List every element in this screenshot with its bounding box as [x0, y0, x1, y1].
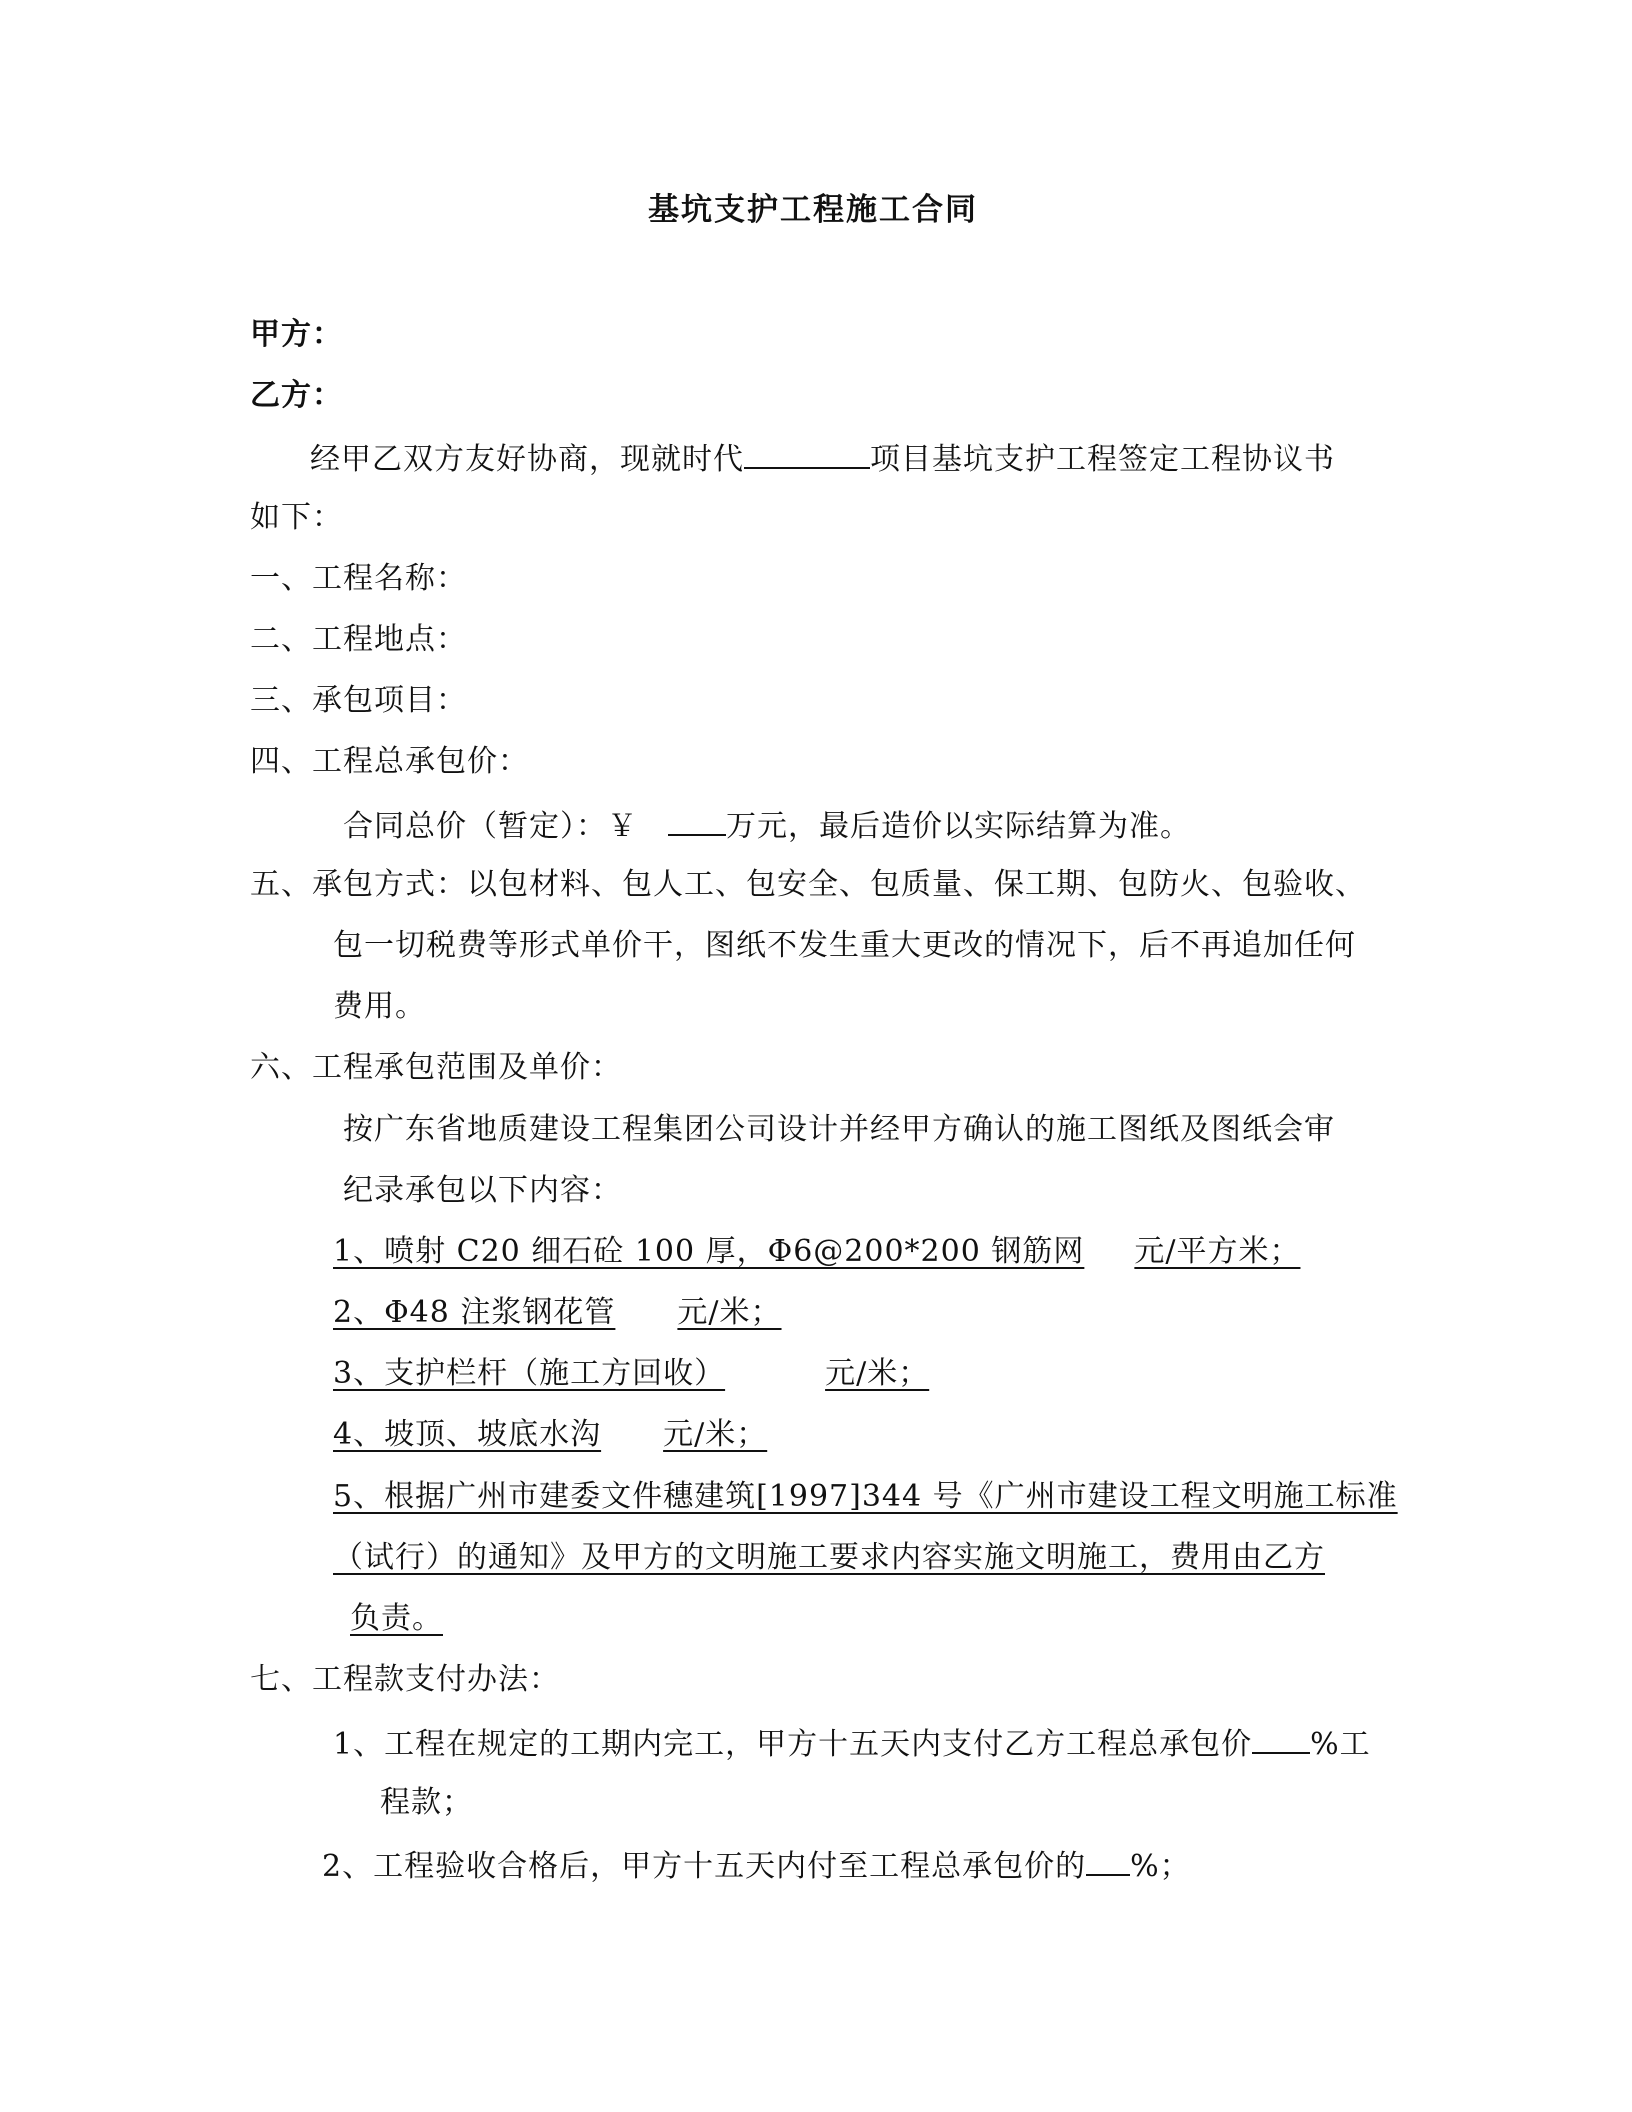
contract-price-suffix: 万元，最后造价以实际结算为准。	[726, 809, 1191, 844]
scope-item-5-line-2: （试行）的通知》及甲方的文明施工要求内容实施文明施工，费用由乙方	[333, 1540, 1325, 1575]
payment-item-1-line-2: 程款；	[380, 1785, 473, 1820]
section-1-project-name: 一、工程名称：	[250, 561, 467, 596]
section-4-total-price: 四、工程总承包价：	[250, 744, 529, 779]
contract-price-line	[343, 804, 1191, 847]
section-5-line-3: 费用。	[333, 989, 426, 1024]
scope-item-3	[333, 1354, 949, 1394]
scope-item-1	[333, 1232, 1318, 1272]
section-7-payment: 七、工程款支付办法：	[250, 1662, 560, 1697]
party-b-label: 乙方：	[250, 378, 343, 413]
contract-price-prefix: 合同总价（暂定）：￥	[343, 809, 638, 844]
payment-1-percent-blank	[1252, 1722, 1310, 1754]
scope-item-5-line-3	[350, 1599, 463, 1639]
scope-item-4-desc: 4、坡顶、坡底水沟	[333, 1417, 602, 1452]
section-6-desc-line-1: 按广东省地质建设工程集团公司设计并经甲方确认的施工图纸及图纸会审	[343, 1112, 1335, 1147]
project-name-blank	[744, 437, 870, 469]
payment-item-2-text: 2、工程验收合格后，甲方十五天内付至工程总承包价的	[322, 1849, 1087, 1884]
section-3-contract-items: 三、承包项目：	[250, 683, 467, 718]
section-2-project-location: 二、工程地点：	[250, 622, 467, 657]
document-title: 基坑支护工程施工合同	[648, 192, 978, 228]
price-blank	[668, 804, 726, 836]
payment-item-1-tail: %工	[1310, 1727, 1371, 1762]
scope-item-2-desc: 2、Φ48 注浆钢花管	[333, 1295, 616, 1330]
intro-line-2: 如下：	[250, 500, 343, 535]
section-5-line-2: 包一切税费等形式单价干，图纸不发生重大更改的情况下，后不再追加任何	[333, 928, 1356, 963]
scope-item-2	[333, 1293, 802, 1333]
section-6-scope: 六、工程承包范围及单价：	[250, 1050, 622, 1085]
scope-item-4-unit: 元/米；	[663, 1417, 768, 1452]
scope-item-3-unit: 元/米；	[825, 1356, 930, 1391]
party-a-label: 甲方：	[250, 317, 343, 352]
section-5-line-1: 五、承包方式：以包材料、包人工、包安全、包质量、保工期、包防火、包验收、	[250, 867, 1366, 902]
scope-item-1-unit: 元/平方米；	[1134, 1234, 1301, 1269]
payment-item-1-text: 1、工程在规定的工期内完工，甲方十五天内支付乙方工程总承包价	[333, 1727, 1253, 1762]
scope-item-3-desc: 3、支护栏杆（施工方回收）	[333, 1356, 726, 1391]
payment-item-2	[322, 1844, 1191, 1887]
intro-prefix: 经甲乙双方友好协商，现就时代	[310, 442, 744, 477]
scope-item-1-desc: 1、喷射 C20 细石砼 100 厚，Φ6@200*200 钢筋网	[333, 1234, 1085, 1269]
scope-item-4	[333, 1415, 787, 1455]
intro-line-1	[310, 437, 1335, 480]
payment-2-percent-blank	[1086, 1844, 1130, 1876]
scope-item-2-unit: 元/米；	[677, 1295, 782, 1330]
scope-item-5-line-3-text: 负责。	[350, 1601, 443, 1636]
section-6-desc-line-2: 纪录承包以下内容：	[343, 1173, 622, 1208]
intro-suffix: 项目基坑支护工程签定工程协议书	[870, 442, 1335, 477]
payment-item-2-tail: %；	[1130, 1849, 1191, 1884]
payment-item-1-line-1	[333, 1722, 1371, 1765]
scope-item-5-line-1: 5、根据广州市建委文件穗建筑[1997]344 号《广州市建设工程文明施工标准	[333, 1479, 1398, 1514]
